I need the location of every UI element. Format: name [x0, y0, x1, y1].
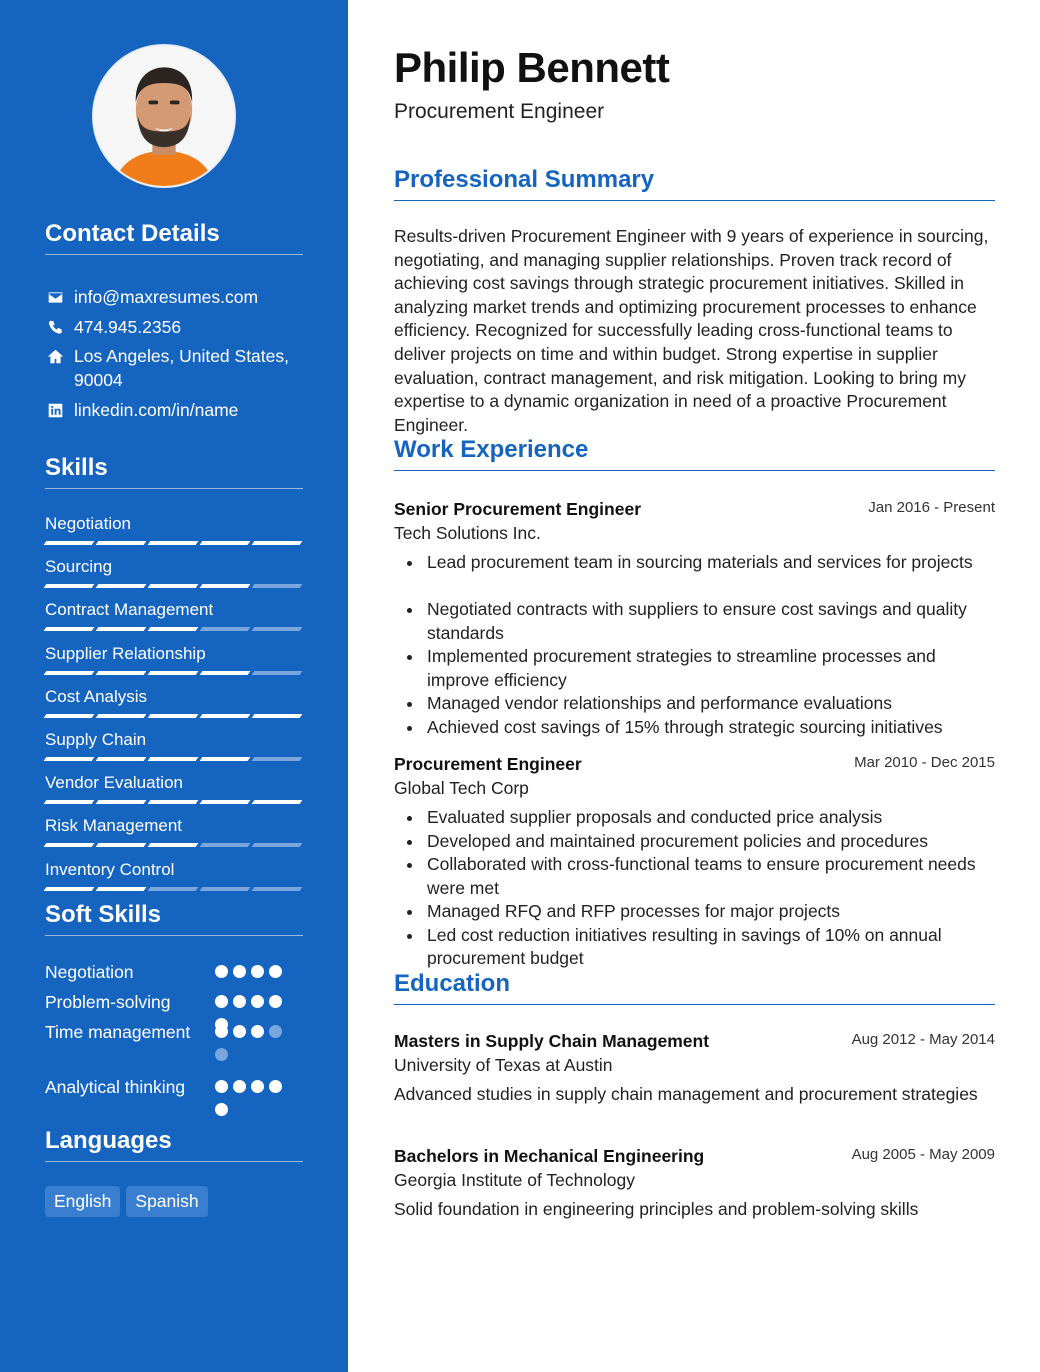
- skill-label: Vendor Evaluation: [45, 773, 183, 792]
- skill-level-segment: [148, 671, 199, 675]
- skill-level-segment: [252, 627, 303, 631]
- skill-label: Contract Management: [45, 600, 214, 619]
- skill-level-bar: [45, 843, 301, 847]
- skill-level-bar: [45, 671, 301, 675]
- education-entry: [394, 1029, 995, 1107]
- skill-item: [45, 815, 303, 837]
- job-bullet: Collaborated with cross-functional teams to ensure procurement needs were met: [394, 853, 995, 900]
- job-bullet: Led cost reduction initiatives resulting in savings of 10% on annual procurement budget: [394, 924, 995, 971]
- skill-level-segment: [96, 757, 147, 761]
- school-name: Georgia Institute of Technology: [394, 1170, 635, 1190]
- skill-level-segment: [148, 627, 199, 631]
- skill-label: Negotiation: [45, 514, 132, 533]
- skill-level-bar: [45, 541, 301, 545]
- job-bullet: Developed and maintained procurement policies and procedures: [394, 830, 995, 854]
- skill-level-bar: [45, 627, 301, 631]
- skill-level-segment: [96, 584, 147, 588]
- skill-level-segment: [96, 800, 147, 804]
- skill-level-segment: [252, 843, 303, 847]
- skill-level-segment: [200, 714, 251, 718]
- rating-dot: [251, 965, 264, 978]
- skill-level-segment: [44, 671, 95, 675]
- skills-heading: Skills: [45, 454, 303, 489]
- rating-dot: [251, 995, 264, 1008]
- skill-level-bar: [45, 714, 301, 718]
- job-bullets: [394, 551, 995, 739]
- rating-dot: [215, 995, 228, 1008]
- contact-email[interactable]: [45, 285, 305, 309]
- skill-item: [45, 729, 303, 751]
- job-title: Senior Procurement Engineer: [394, 499, 642, 519]
- summary-text: Results-driven Procurement Engineer with 9 years of experience in sourcing, negotiating, and managing supplier relationships. Proven track record of achieving cost savings through strategic procurement initiatives. Skilled in analyzing market trends and optimizing procurement processes to enhance efficiency. Recognized for successfully leading cross-functional teams to deliver projects on time and within budget. Strong expertise in supplier evaluation, contract management, and risk mitigation. Looking to bring my expertise to a dynamic organization in need of a proactive Procurement Engineer.: [394, 226, 989, 435]
- skill-level-segment: [148, 584, 199, 588]
- skill-level-segment: [252, 887, 303, 891]
- location-text: Los Angeles, United States, 90004: [74, 346, 289, 390]
- skill-item: [45, 859, 303, 881]
- skill-level-segment: [252, 800, 303, 804]
- soft-skill-item: [45, 1020, 295, 1044]
- rating-dot: [269, 1025, 282, 1038]
- candidate-name: Philip Bennett: [394, 44, 670, 91]
- job-entry: [394, 752, 995, 971]
- degree-description: Solid foundation in engineering principles and problem-solving skills: [394, 1199, 919, 1219]
- degree-date: Aug 2012 - May 2014: [851, 1031, 995, 1048]
- rating-dot: [233, 1025, 246, 1038]
- avatar-illustration: [94, 46, 234, 186]
- skill-label: Cost Analysis: [45, 687, 148, 706]
- soft-skill-rating: [215, 1080, 295, 1116]
- skill-level-segment: [148, 714, 199, 718]
- soft-skill-item: [45, 960, 295, 984]
- skill-level-segment: [200, 541, 251, 545]
- profile-photo: [92, 44, 236, 188]
- rating-dot: [251, 1025, 264, 1038]
- contact-phone[interactable]: [45, 315, 305, 339]
- skill-level-bar: [45, 800, 301, 804]
- school-name: University of Texas at Austin: [394, 1055, 613, 1075]
- skill-level-segment: [200, 843, 251, 847]
- degree-title: Bachelors in Mechanical Engineering: [394, 1146, 705, 1166]
- skill-label: Supplier Relationship: [45, 644, 206, 663]
- rating-dot: [233, 995, 246, 1008]
- skill-level-segment: [200, 671, 251, 675]
- skill-level-segment: [200, 757, 251, 761]
- degree-description: Advanced studies in supply chain management and procurement strategies: [394, 1084, 978, 1104]
- phone-text: 474.945.2356: [74, 317, 182, 337]
- skill-level-segment: [252, 584, 303, 588]
- work-heading: Work Experience: [394, 436, 995, 471]
- skill-label: Risk Management: [45, 816, 183, 835]
- job-date: Mar 2010 - Dec 2015: [854, 754, 995, 771]
- skill-level-segment: [96, 887, 147, 891]
- envelope-icon: [45, 287, 65, 307]
- skill-level-bar: [45, 887, 301, 891]
- home-icon: [45, 346, 65, 366]
- skill-level-segment: [44, 800, 95, 804]
- soft-skill-label: Negotiation: [45, 962, 134, 982]
- skill-item: [45, 772, 303, 794]
- skill-level-segment: [200, 887, 251, 891]
- job-bullet: Managed vendor relationships and performance evaluations: [394, 692, 995, 716]
- skill-level-segment: [200, 800, 251, 804]
- skill-level-segment: [44, 887, 95, 891]
- job-bullet: Implemented procurement strategies to streamline processes and improve efficiency: [394, 645, 995, 692]
- skill-item: [45, 513, 303, 535]
- skill-item: [45, 556, 303, 578]
- skill-level-segment: [44, 843, 95, 847]
- skill-label: Inventory Control: [45, 860, 175, 879]
- soft-skill-item: [45, 1075, 295, 1099]
- languages-list: [45, 1186, 208, 1217]
- skill-level-segment: [252, 714, 303, 718]
- soft-skill-item: [45, 990, 295, 1014]
- skill-item: [45, 686, 303, 708]
- job-title: Procurement Engineer: [394, 754, 582, 774]
- rating-dot: [251, 1080, 264, 1093]
- email-text: info@maxresumes.com: [74, 287, 259, 307]
- rating-dot: [233, 1080, 246, 1093]
- sidebar: [0, 0, 348, 1372]
- skill-level-segment: [148, 757, 199, 761]
- rating-dot: [269, 965, 282, 978]
- rating-dot: [215, 965, 228, 978]
- rating-dot: [269, 995, 282, 1008]
- skill-level-segment: [148, 843, 199, 847]
- summary-heading: Professional Summary: [394, 166, 995, 201]
- contact-heading: Contact Details: [45, 220, 303, 255]
- skill-level-segment: [96, 714, 147, 718]
- skill-level-segment: [252, 671, 303, 675]
- language-chip: Spanish: [126, 1186, 207, 1217]
- soft-skill-label: Analytical thinking: [45, 1077, 186, 1097]
- job-company: Global Tech Corp: [394, 778, 529, 798]
- degree-date: Aug 2005 - May 2009: [851, 1146, 995, 1163]
- job-date: Jan 2016 - Present: [868, 499, 995, 516]
- soft-skill-rating: [215, 1025, 295, 1061]
- rating-dot: [215, 1025, 228, 1038]
- skill-label: Sourcing: [45, 557, 113, 576]
- contact-linkedin[interactable]: [45, 398, 305, 422]
- skill-level-segment: [44, 757, 95, 761]
- skill-level-segment: [96, 671, 147, 675]
- job-bullet: Achieved cost savings of 15% through strategic sourcing initiatives: [394, 716, 995, 740]
- skill-level-segment: [44, 541, 95, 545]
- skill-level-bar: [45, 757, 301, 761]
- linkedin-icon: [45, 400, 65, 420]
- job-entry: [394, 497, 995, 739]
- rating-dot: [269, 1080, 282, 1093]
- rating-dot: [233, 965, 246, 978]
- job-bullet: Managed RFQ and RFP processes for major projects: [394, 900, 995, 924]
- skill-level-segment: [148, 541, 199, 545]
- rating-dot: [215, 1080, 228, 1093]
- skill-label: Supply Chain: [45, 730, 147, 749]
- skill-level-bar: [45, 584, 301, 588]
- education-heading: Education: [394, 970, 995, 1005]
- skill-item: [45, 643, 303, 665]
- skill-level-segment: [148, 800, 199, 804]
- rating-dot: [215, 1103, 228, 1116]
- linkedin-text: linkedin.com/in/name: [74, 400, 239, 420]
- candidate-role: Procurement Engineer: [394, 100, 605, 123]
- soft-skill-rating: [215, 965, 295, 978]
- skill-level-segment: [96, 627, 147, 631]
- degree-title: Masters in Supply Chain Management: [394, 1031, 710, 1051]
- soft-skill-label: Problem-solving: [45, 992, 171, 1012]
- soft-skill-label: Time management: [45, 1022, 191, 1042]
- job-company: Tech Solutions Inc.: [394, 523, 541, 543]
- skill-item: [45, 599, 303, 621]
- skill-level-segment: [200, 584, 251, 588]
- job-bullets: [394, 806, 995, 971]
- soft-skills-heading: Soft Skills: [45, 901, 303, 936]
- skill-level-segment: [200, 627, 251, 631]
- rating-dot: [215, 1048, 228, 1061]
- skill-level-segment: [96, 843, 147, 847]
- skill-level-segment: [252, 757, 303, 761]
- job-bullet: Negotiated contracts with suppliers to ensure cost savings and quality standards: [394, 598, 995, 645]
- phone-icon: [45, 317, 65, 337]
- skill-level-segment: [252, 541, 303, 545]
- contact-location: [45, 344, 305, 392]
- skill-level-segment: [44, 714, 95, 718]
- job-bullet: Lead procurement team in sourcing materials and services for projects: [394, 551, 995, 575]
- languages-heading: Languages: [45, 1127, 303, 1162]
- job-bullet: Evaluated supplier proposals and conducted price analysis: [394, 806, 995, 830]
- skill-level-segment: [148, 887, 199, 891]
- language-chip: English: [45, 1186, 120, 1217]
- skill-level-segment: [44, 584, 95, 588]
- skill-level-segment: [96, 541, 147, 545]
- skill-level-segment: [44, 627, 95, 631]
- education-entry: [394, 1144, 995, 1222]
